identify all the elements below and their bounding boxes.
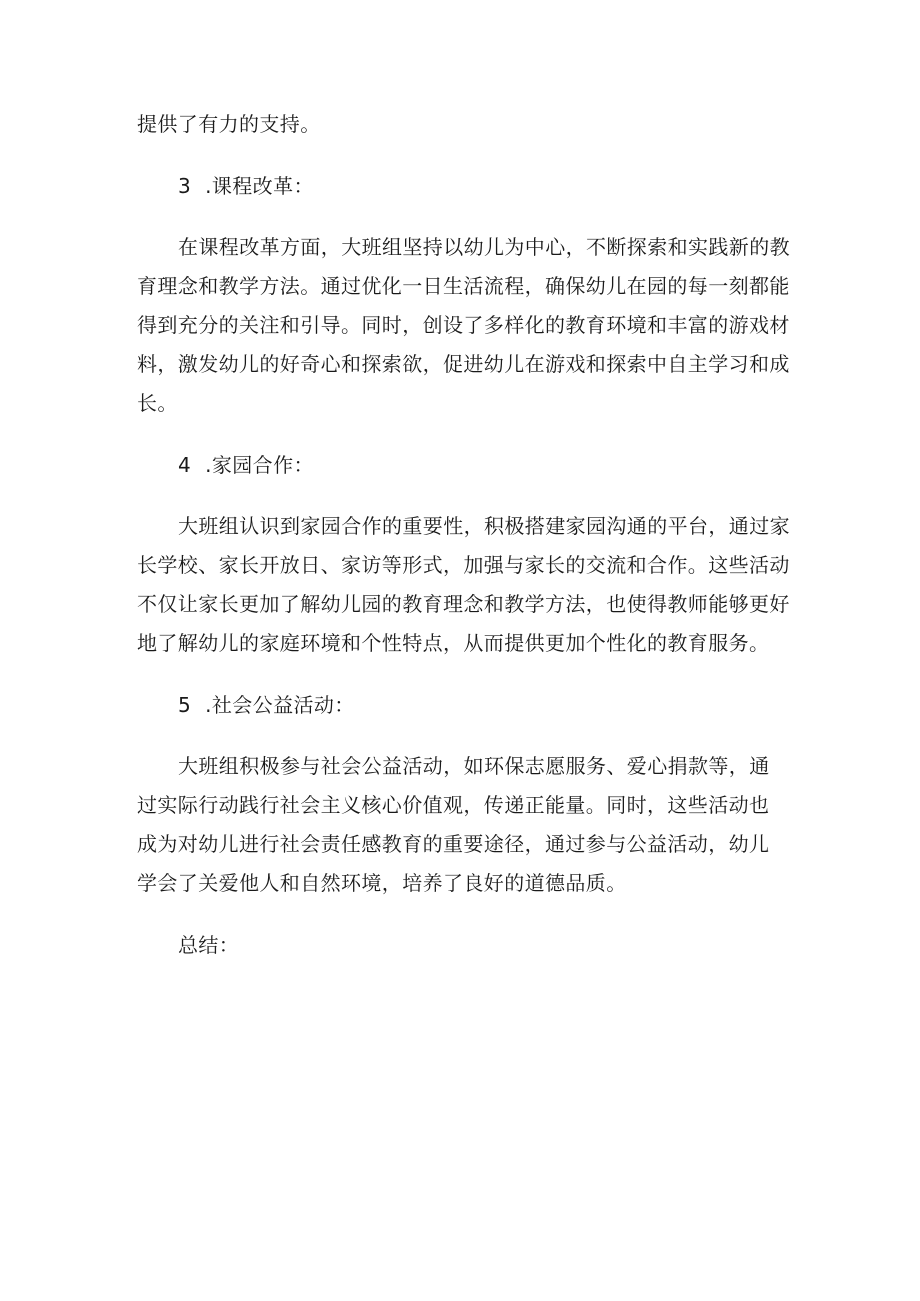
continuation-line: 提供了有力的支持。 — [137, 112, 321, 136]
section-heading-home-school — [178, 452, 828, 478]
paragraph-line: 成为对幼儿进行社会责任感教育的重要途径，通过参与公益活动，幼儿 — [137, 832, 770, 856]
paragraph-line: 长学校、家长开放日、家访等形式，加强与家长的交流和合作。这些活动 — [137, 553, 790, 577]
paragraph-line: 得到充分的关注和引导。同时，创设了多样化的教育环境和丰富的游戏材 — [137, 313, 790, 337]
paragraph-line: 料，激发幼儿的好奇心和探索欲，促进幼儿在游戏和探索中自主学习和成 — [137, 352, 790, 376]
paragraph-line: 大班组积极参与社会公益活动，如环保志愿服务、爱心捐款等，通 — [178, 754, 770, 778]
paragraph-line: 地了解幼儿的家庭环境和个性特点，从而提供更加个性化的教育服务。 — [137, 631, 770, 655]
paragraph-line: 过实际行动践行社会主义核心价值观，传递正能量。同时，这些活动也 — [137, 793, 770, 817]
section-title: .社会公益活动： — [205, 693, 355, 717]
section-heading-curriculum — [178, 173, 828, 199]
section-number: 5 — [178, 693, 192, 717]
paragraph-line: 育理念和教学方法。通过优化一日生活流程，确保幼儿在园的每一刻都能 — [137, 274, 790, 298]
paragraph-line: 学会了关爱他人和自然环境，培养了良好的道德品质。 — [137, 871, 627, 895]
section-number: 4 — [178, 453, 192, 477]
section-title: .家园合作： — [205, 453, 314, 477]
paragraph-line: 大班组认识到家园合作的重要性，积极搭建家园沟通的平台，通过家 — [178, 514, 790, 538]
section-heading-public-welfare — [178, 692, 828, 718]
paragraph-line: 长。 — [137, 391, 178, 415]
summary-label: 总结： — [178, 933, 240, 957]
paragraph-line: 不仅让家长更加了解幼儿园的教育理念和教学方法，也使得教师能够更好 — [137, 592, 790, 616]
section-title: .课程改革： — [205, 174, 314, 198]
section-number: 3 — [178, 174, 192, 198]
paragraph-line: 在课程改革方面，大班组坚持以幼儿为中心，不断探索和实践新的教 — [178, 235, 790, 259]
